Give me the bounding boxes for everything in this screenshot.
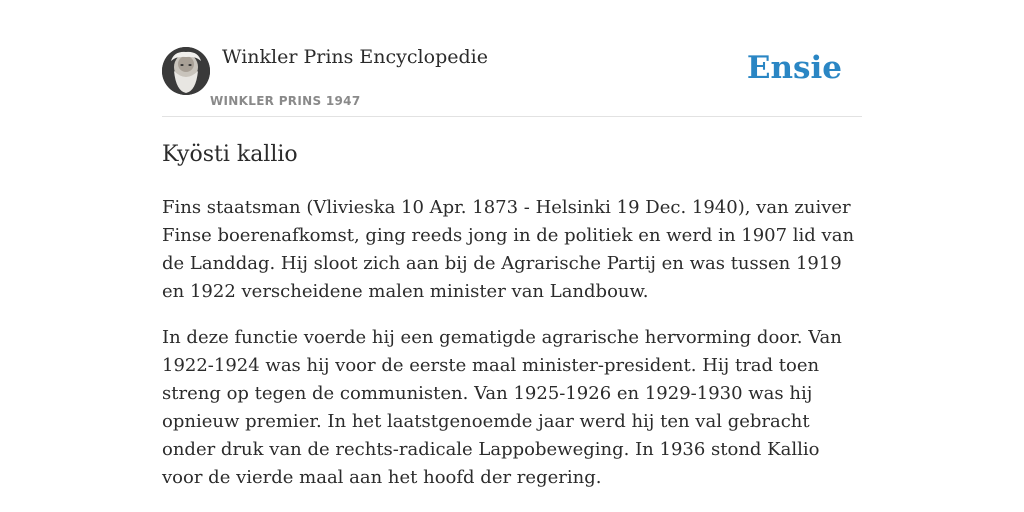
brand-logo-link[interactable]: Ensie <box>746 50 842 86</box>
site-header <box>162 40 862 117</box>
article-paragraph-2: In deze functie voerde hij een gematigde agrarische hervorming door. Van 1922-1924 was hij voor de eerste maal minister-president. Hij trad toen streng op tegen de communisten. Van 1925-1926 en 1929-1930 was hij opnieuw premier. In het laatstgenoemde jaar werd hij ten val gebracht onder druk van de rechts-radicale Lappobeweging. In 1936 stond Kallio voor de vierde maal aan het hoofd der regering. <box>162 327 842 488</box>
article-title: Kyösti kallio <box>162 142 298 167</box>
portrait-icon <box>162 47 210 95</box>
site-title[interactable]: Winkler Prins Encyclopedie <box>222 46 488 68</box>
edition-label[interactable]: WINKLER PRINS 1947 <box>210 94 361 108</box>
article-paragraph-1: Fins staatsman (Vlivieska 10 Apr. 1873 - Helsinki 19 Dec. 1940), van zuiver Finse boerenafkomst, ging reeds jong in de politiek en werd in 1907 lid van de Landdag. Hij sloot zich aan bij de Agrarische Partij en was tussen 1919 en 1922 verscheidene malen minister van Landbouw. <box>162 197 855 302</box>
article <box>162 140 862 510</box>
author-avatar-icon[interactable] <box>162 47 210 95</box>
